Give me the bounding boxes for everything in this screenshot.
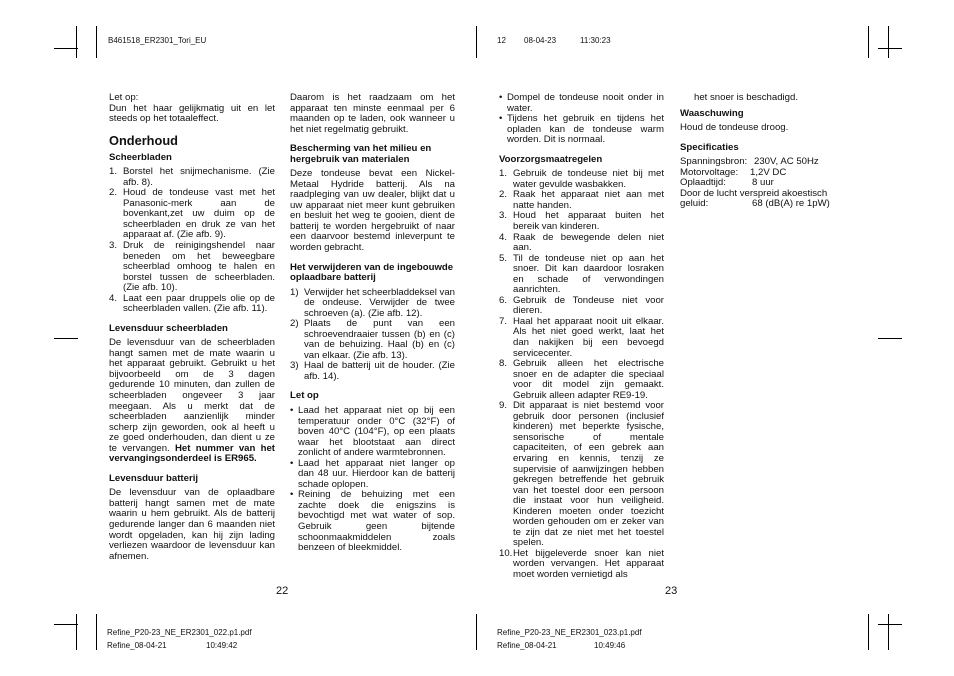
list-item: 9. Dit apparaat is niet bestemd voor gebruik door personen (inclusief kinderen) met beperkte fysische, sensorische of mentale capaciteiten, of een gebrek aan ervaring en kennis, tenzij ze supervisie of aanwijzingen hebben gekregen betreffende het gebruik van het toestel door een persoon die instaat voor hun veiligheid. Kinderen moeten onder toezicht worden gehouden om er zeker van te zijn dat ze niet met het toestel spelen.: [499, 400, 664, 549]
footer-left-date: Refine_08-04-21: [107, 641, 167, 650]
list-item: 5. Til de tondeuse niet op aan het snoer. Dit kan daardoor losraken en schade of verwondingen aanrichten.: [499, 252, 664, 296]
scheerbladen-list: [109, 167, 275, 315]
list-item: • Tijdens het gebruik en tijdens het opladen kan de tondeuse warm worden. Dit is normaal.: [499, 113, 664, 146]
letop-heading: Let op: [290, 390, 319, 402]
scheerbladen-heading: Scheerbladen: [109, 151, 172, 163]
list-item: • Laad het apparaat niet langer op dan 48 uur. Hierdoor kan de batterij schade oplopen.: [290, 457, 455, 490]
list-item: 8. Gebruik alleen het electrische snoer en de adapter die speciaal voor dit model zijn gemaakt. Gebruik alleen adapter RE9-19.: [499, 358, 664, 401]
list-item: 4. Laat een paar druppels olie op de scheerbladen vallen. (Zie afb. 11).: [109, 292, 275, 315]
header-date: 08-04-23: [524, 36, 557, 45]
levensduur-heading: Levensduur scheerbladen: [109, 322, 228, 334]
list-item: 4. Raak de bewegende delen niet aan.: [499, 231, 664, 254]
voorzorg-list: [499, 169, 664, 580]
spec-heading: Specificaties: [680, 141, 739, 153]
list-item: 1. Borstel het snijmechanisme. (Zie afb. 8).: [109, 166, 275, 188]
top-list: [499, 93, 664, 146]
waarschuwing-heading: Waaschuwing: [680, 107, 744, 119]
list-item: 2. Raak het apparaat niet aan met natte handen.: [499, 189, 664, 211]
page-number-right: 23: [665, 585, 678, 597]
list-item: 7. Haal het apparaat nooit uit elkaar. Als het niet goed werkt, laat het dan nakijken bij een bevoegd servicecenter.: [499, 315, 664, 359]
levensduur-text: De levensduur van de scheerbladen hangt samen met de mate waarin u het apparaat gebruikt. Gebruikt u het bijvoorbeeld om de 3 dagen gedurende 10 minuten, dan zullen de scheerbladen ongeveer 3 jaar meegaan. Als u merkt dat de scheerbladen aanzienlijk minder scherp zijn geworden, ook al heeft u ze goed onderhouden, dan dient u ze te vervangen. Het nummer van het vervangingsonderdeel is ER965.: [109, 337, 275, 465]
header-left: B461518_ER2301_Tori_EU: [108, 36, 207, 45]
list-item: 1) Verwijder het scheerbladdeksel van de ondeuse. Verwijder de twee schroeven (a). (Zie afb. 12).: [290, 286, 455, 319]
spec-list: [680, 157, 860, 210]
list-item: • Laad het apparaat niet op bij een temperatuur onder 0°C (32°F) of boven 40°C (104°F), op een plaats waar het blootstaat aan direct zonlicht of andere warmtebronnen.: [290, 404, 455, 459]
footer-right-time: 10:49:46: [594, 641, 626, 650]
spec-row: Oplaadtijd: 8 uur: [680, 177, 774, 189]
page-number-left: 22: [276, 585, 289, 597]
column-1: [109, 93, 275, 562]
column-3: [499, 93, 664, 581]
column-2: [290, 93, 455, 554]
spec-row: geluid: 68 (dB(A) re 1pW): [680, 198, 830, 210]
header-time: 11:30:23: [580, 36, 611, 45]
list-item: • Dompel de tondeuse nooit onder in water.: [499, 92, 664, 114]
voorzorg-heading: Voorzorgsmaatregelen: [499, 153, 603, 165]
verwijderen-heading: Het verwijderen van de ingebouwde oplaadbare batterij: [290, 261, 454, 284]
list-item: 3. Houd het apparaat buiten het bereik van kinderen.: [499, 210, 664, 232]
spec-row: Motorvoltage: 1,2V DC: [680, 166, 787, 178]
list-item: 6. Gebruik de Tondeuse niet voor dieren.: [499, 294, 664, 317]
milieu-heading: Bescherming van het milieu en hergebruik van materialen: [290, 143, 432, 165]
letop-label: Let op:: [109, 92, 139, 103]
column-4: [680, 93, 860, 210]
header-page: 12: [497, 36, 506, 45]
section-title: Onderhoud: [109, 132, 178, 148]
part-number: Het nummer van het vervangingsonderdeel is ER965.: [109, 442, 275, 465]
footer-right-file: Refine_P20-23_NE_ER2301_023.p1.pdf: [497, 628, 642, 637]
batterij-heading: Levensduur batterij: [109, 472, 199, 484]
intro-text: Daarom is het raadzaam om het apparaat ten minste eenmaal per 6 maanden op te laden, ook wanneer u het niet regelmatig gebruikt.: [290, 92, 455, 135]
letop-text: Dun het haar gelijkmatig uit en let steeds op het totaaleffect.: [109, 102, 275, 125]
letop-list: [290, 406, 455, 554]
list-item: 2. Houd de tondeuse vast met het Panasonic-merk aan de bovenkant,zet uw duim op de scheerbladen en druk ze van het apparaat af. (Zie afb. 9).: [109, 187, 275, 241]
list-item: 1. Gebruik de tondeuse niet bij met water gevulde wasbakken.: [499, 168, 664, 190]
footer-left-file: Refine_P20-23_NE_ER2301_022.p1.pdf: [107, 628, 252, 637]
footer-right-date: Refine_08-04-21: [497, 641, 557, 650]
list-item: 3. Druk de reinigingshendel naar beneden om het beweegbare scheerblad omhoog te halen en borstel tussen de scheerbladen. (Zie afb. 10).: [109, 239, 275, 294]
spec-row: Door de lucht verspreid akoestisch: [680, 187, 828, 199]
footer-left-time: 10:49:42: [206, 641, 238, 650]
continuation-text: het snoer is beschadigd.: [694, 92, 798, 103]
list-item: 10. Het bijgeleverde snoer kan niet worden vervangen. Het apparaat moet worden vernietigd als: [499, 547, 664, 581]
spec-row: Spanningsbron: 230V, AC 50Hz: [680, 156, 819, 168]
batterij-text: De levensduur van de oplaadbare batterij hangt samen met de mate waarin u hem gebruikt. Als de batterij gedurende langer dan 6 maanden niet wordt opgeladen, kan hij zijn lading verliezen waardoor de levensduur kan afnemen.: [109, 487, 275, 562]
milieu-text: Deze tondeuse bevat een Nickel-Metaal Hydride batterij. Als na raadpleging van uw dealer, blijkt dat u uw apparaat niet meer kunt gebruiken en besluit het weg te gooien, dient de batterij te worden hergebruikt of naar een daarvoor bestemd inleverpunt te worden gebracht.: [290, 168, 455, 254]
list-item: 3) Haal de batterij uit de houder. (Zie afb. 14).: [290, 360, 455, 382]
list-item: • Reining de behuizing met een zachte doek die enigszins is bevochtigd met wat water of sop. Gebruik geen bijtende schoonmaakmiddelen zoals benzeen of bleekmiddel.: [290, 489, 455, 554]
verwijderen-list: [290, 288, 455, 383]
list-item: 2) Plaats de punt van een schroevendraaier tussen (b) en (c) van de behuizing. Haal (b) en (c) van elkaar. (Zie afb. 13).: [290, 318, 455, 361]
waarschuwing-text: Houd de tondeuse droog.: [680, 122, 789, 134]
